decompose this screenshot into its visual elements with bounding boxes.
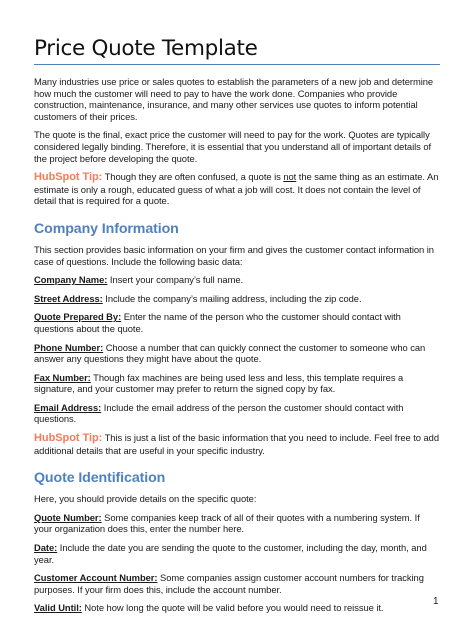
section-intro: This section provides basic information on your firm and gives the customer contact information in case of questions. Include the following basic data: [34, 243, 434, 267]
tip-text: Though they are often confused, a quote is [102, 171, 284, 183]
field-description-company-name [34, 274, 440, 286]
section-intro: Here, you should provide details on the specific quote: [34, 493, 257, 505]
intro-paragraph: The quote is the final, exact price the customer will need to pay for the work. Quotes are typically considered legally binding. Therefore, it is essential that you understand all of important details of the project before developing the quote. [34, 129, 432, 164]
tip-text: This is just a list of the basic information that you need to include. Feel free to add additional details that are useful in your specific industry. [34, 432, 440, 456]
page-title: Price Quote Template [34, 36, 258, 61]
field-term: Valid Until: [34, 602, 82, 614]
field-text: Enter the name of the person who the customer should contact with questions about the quote. [34, 311, 401, 334]
document-body [34, 76, 440, 621]
field-description-email-address [34, 402, 440, 425]
tip-label: HubSpot Tip: [34, 171, 103, 184]
field-text: Some companies assign customer account numbers for tracking purposes. If your firm does this, include the account number. [34, 572, 424, 595]
field-description-fax-number [34, 372, 440, 395]
hubspot-tip-quote-vs-estimate [34, 171, 440, 207]
field-text: Include the email address of the person the customer should contact with questions. [34, 401, 404, 425]
field-term: Company Name: [34, 274, 108, 286]
field-term: Quote Number: [34, 511, 102, 523]
field-description-quote-prepared-by [34, 311, 440, 334]
field-description-quote-number [34, 512, 440, 535]
field-term: Fax Number: [34, 371, 91, 383]
intro-paragraph: Many industries use price or sales quotes to establish the parameters of a new job and determine how much the customer will need to pay to have the work done. Companies who provide construction, maintenance, insurance, and many other services use quotes to inform potential customers of their prices. [34, 76, 434, 122]
section-heading-quote-identification: Quote Identification [34, 470, 166, 487]
title-divider [34, 64, 440, 65]
field-description-phone-number [34, 342, 440, 365]
field-text: Include the company’s mailing address, including the zip code. [102, 292, 362, 304]
tip-label: HubSpot Tip: [34, 432, 103, 445]
field-term: Customer Account Number: [34, 572, 158, 584]
field-term: Street Address: [34, 292, 103, 304]
field-text: Choose a number that can quickly connect the customer to someone who can answer any questions they might have about the quote. [34, 341, 426, 365]
field-term: Quote Prepared By: [34, 311, 122, 323]
tip-emphasis: not [283, 171, 297, 183]
page-number: 1 [433, 596, 439, 607]
field-text: Some companies keep track of all of their quotes with a numbering system. If your organization does this, enter the number here. [34, 511, 420, 535]
field-text: Note how long the quote will be valid before you would need to reissue it. [81, 602, 384, 614]
field-description-valid-until [34, 602, 440, 614]
tip-text: the same thing as an estimate. An estimate is only a rough, educated guess of what a job will cost. It does not contain the level of detail that is required for a quote. [34, 171, 439, 207]
field-description-date [34, 542, 440, 565]
field-term: Date: [34, 542, 58, 554]
field-description-customer-account-number [34, 572, 440, 595]
field-text: Insert your company’s full name. [107, 274, 244, 286]
hubspot-tip-company-info [34, 432, 440, 456]
field-text: Though fax machines are being used less and less, this template requires a signature, and your customer may prefer to return the signed copy by fax. [34, 371, 404, 395]
field-term: Email Address: [34, 401, 102, 413]
field-text: Include the date you are sending the quote to the customer, including the day, month, and year. [34, 542, 427, 565]
field-description-street-address [34, 293, 440, 305]
field-term: Phone Number: [34, 341, 104, 353]
section-heading-company-information: Company Information [34, 220, 179, 237]
